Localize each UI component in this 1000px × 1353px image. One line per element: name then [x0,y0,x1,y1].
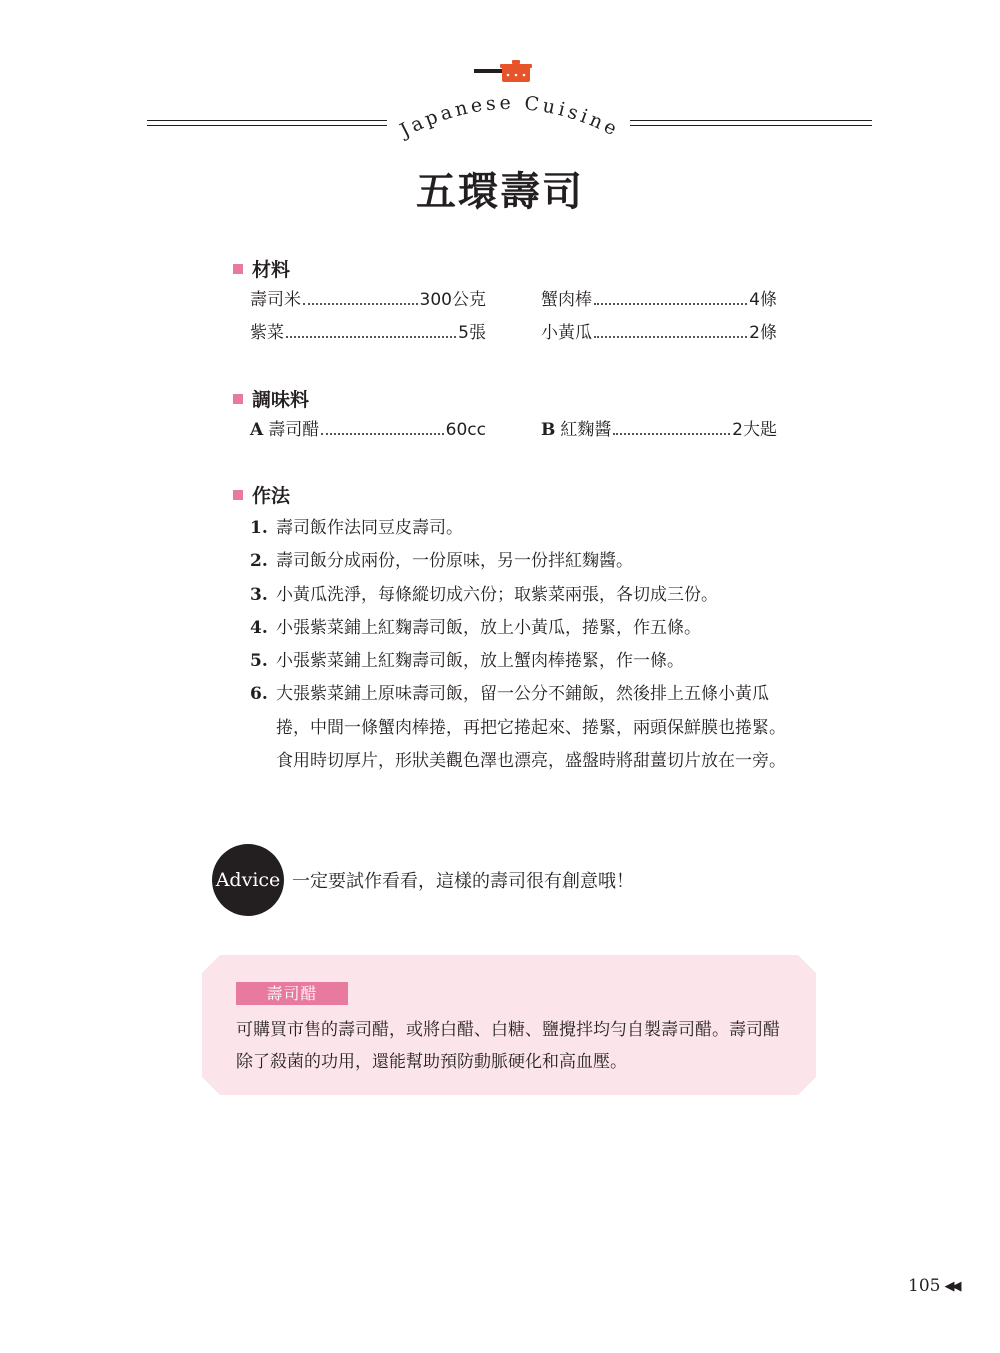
ingredient-qty: 5張 [458,323,486,343]
step-text: 大張紫菜鋪上原味壽司飯，留一公分不鋪飯，然後排上五條小黃瓜捲，中間一條蟹肉棒捲，再把它捲起來、捲緊，兩頭保鮮膜也捲緊。食用時切厚片，形狀美觀色澤也漂亮，盛盤時將甜薑切片放在一旁。 [276,684,786,772]
ingredient-name: 蟹肉棒 [541,290,592,310]
bullet-square-icon [233,394,243,404]
seasoning-qty: 60cc [445,420,486,440]
ingredient-name: 壽司米 [250,290,301,310]
ingredient-qty: 4條 [749,290,777,310]
page-number [908,1276,958,1296]
leader-dots [594,336,747,338]
seasoning-heading-label: 調味料 [252,389,310,411]
leader-dots [286,336,456,338]
step-text: 小黃瓜洗淨，每條縱切成六份；取紫菜兩張，各切成三份。 [276,584,718,605]
advice-text: 一定要試作看看，這樣的壽司很有創意哦！ [292,871,634,892]
seasoning-letter: B [541,420,556,440]
seasoning-letter: A [250,420,264,440]
bullet-square-icon [233,264,243,274]
step-number: 5. [250,651,268,672]
method-steps [250,512,790,778]
leader-dots [303,303,418,305]
header-rule-left [147,120,387,126]
ingredients-heading-label: 材料 [252,259,291,281]
ingredient-qty: 2條 [749,323,777,343]
tip-text: 可購買市售的壽司醋，或將白醋、白糖、鹽攪拌均勻自製壽司醋。壽司醋除了殺菌的功用，還能幫助預防動脈硬化和高血壓。 [236,1020,780,1072]
seasoning-row [250,419,486,441]
step-number: 3. [250,584,268,605]
ingredients-heading [233,255,290,282]
ingredient-row [250,289,486,311]
cuisine-subtitle-text: Japanese Cuisine [396,91,624,142]
tip-label: 壽司醋 [236,982,348,1005]
ingredient-name: 小黃瓜 [541,323,592,343]
method-heading-label: 作法 [252,485,291,507]
method-step [250,545,790,578]
seasoning-name: 壽司醋 [268,420,320,440]
advice-badge: Advice [212,844,284,916]
method-step [250,678,790,778]
ingredient-name: 紫菜 [250,323,284,343]
step-text: 壽司飯分成兩份，一份原味，另一份拌紅麴醬。 [276,551,633,572]
step-number: 4. [250,617,268,638]
step-number: 2. [250,551,268,572]
ingredient-row [541,322,777,344]
bullet-square-icon [233,490,243,500]
step-number: 1. [250,518,268,538]
ingredient-row [250,322,486,344]
cuisine-subtitle [385,80,635,150]
leader-dots [594,303,747,305]
method-step [250,645,790,678]
step-text: 小張紫菜鋪上紅麴壽司飯，放上蟹肉棒捲緊，作一條。 [276,651,684,672]
method-heading [233,481,290,508]
method-step [250,612,790,645]
step-text: 小張紫菜鋪上紅麴壽司飯，放上小黃瓜，捲緊，作五條。 [276,617,701,638]
page-number-value: 105 [908,1276,941,1296]
seasoning-name: 紅麴醬 [560,420,612,440]
seasoning-row [541,419,777,441]
ingredient-row [541,289,777,311]
step-number: 6. [250,684,268,705]
seasoning-heading [233,385,309,412]
double-arrow-left-icon: ◀◀ [944,1278,959,1294]
method-step [250,579,790,612]
leader-dots [613,433,730,435]
seasoning-qty: 2大匙 [732,420,777,440]
ingredient-qty: 300公克 [419,290,486,310]
page-title: 五環壽司 [416,169,584,215]
header-rule-right [630,120,872,126]
method-step [250,512,790,545]
leader-dots [321,433,443,435]
step-text: 壽司飯作法同豆皮壽司。 [276,518,463,538]
svg-text:Japanese Cuisine [395,92,624,143]
